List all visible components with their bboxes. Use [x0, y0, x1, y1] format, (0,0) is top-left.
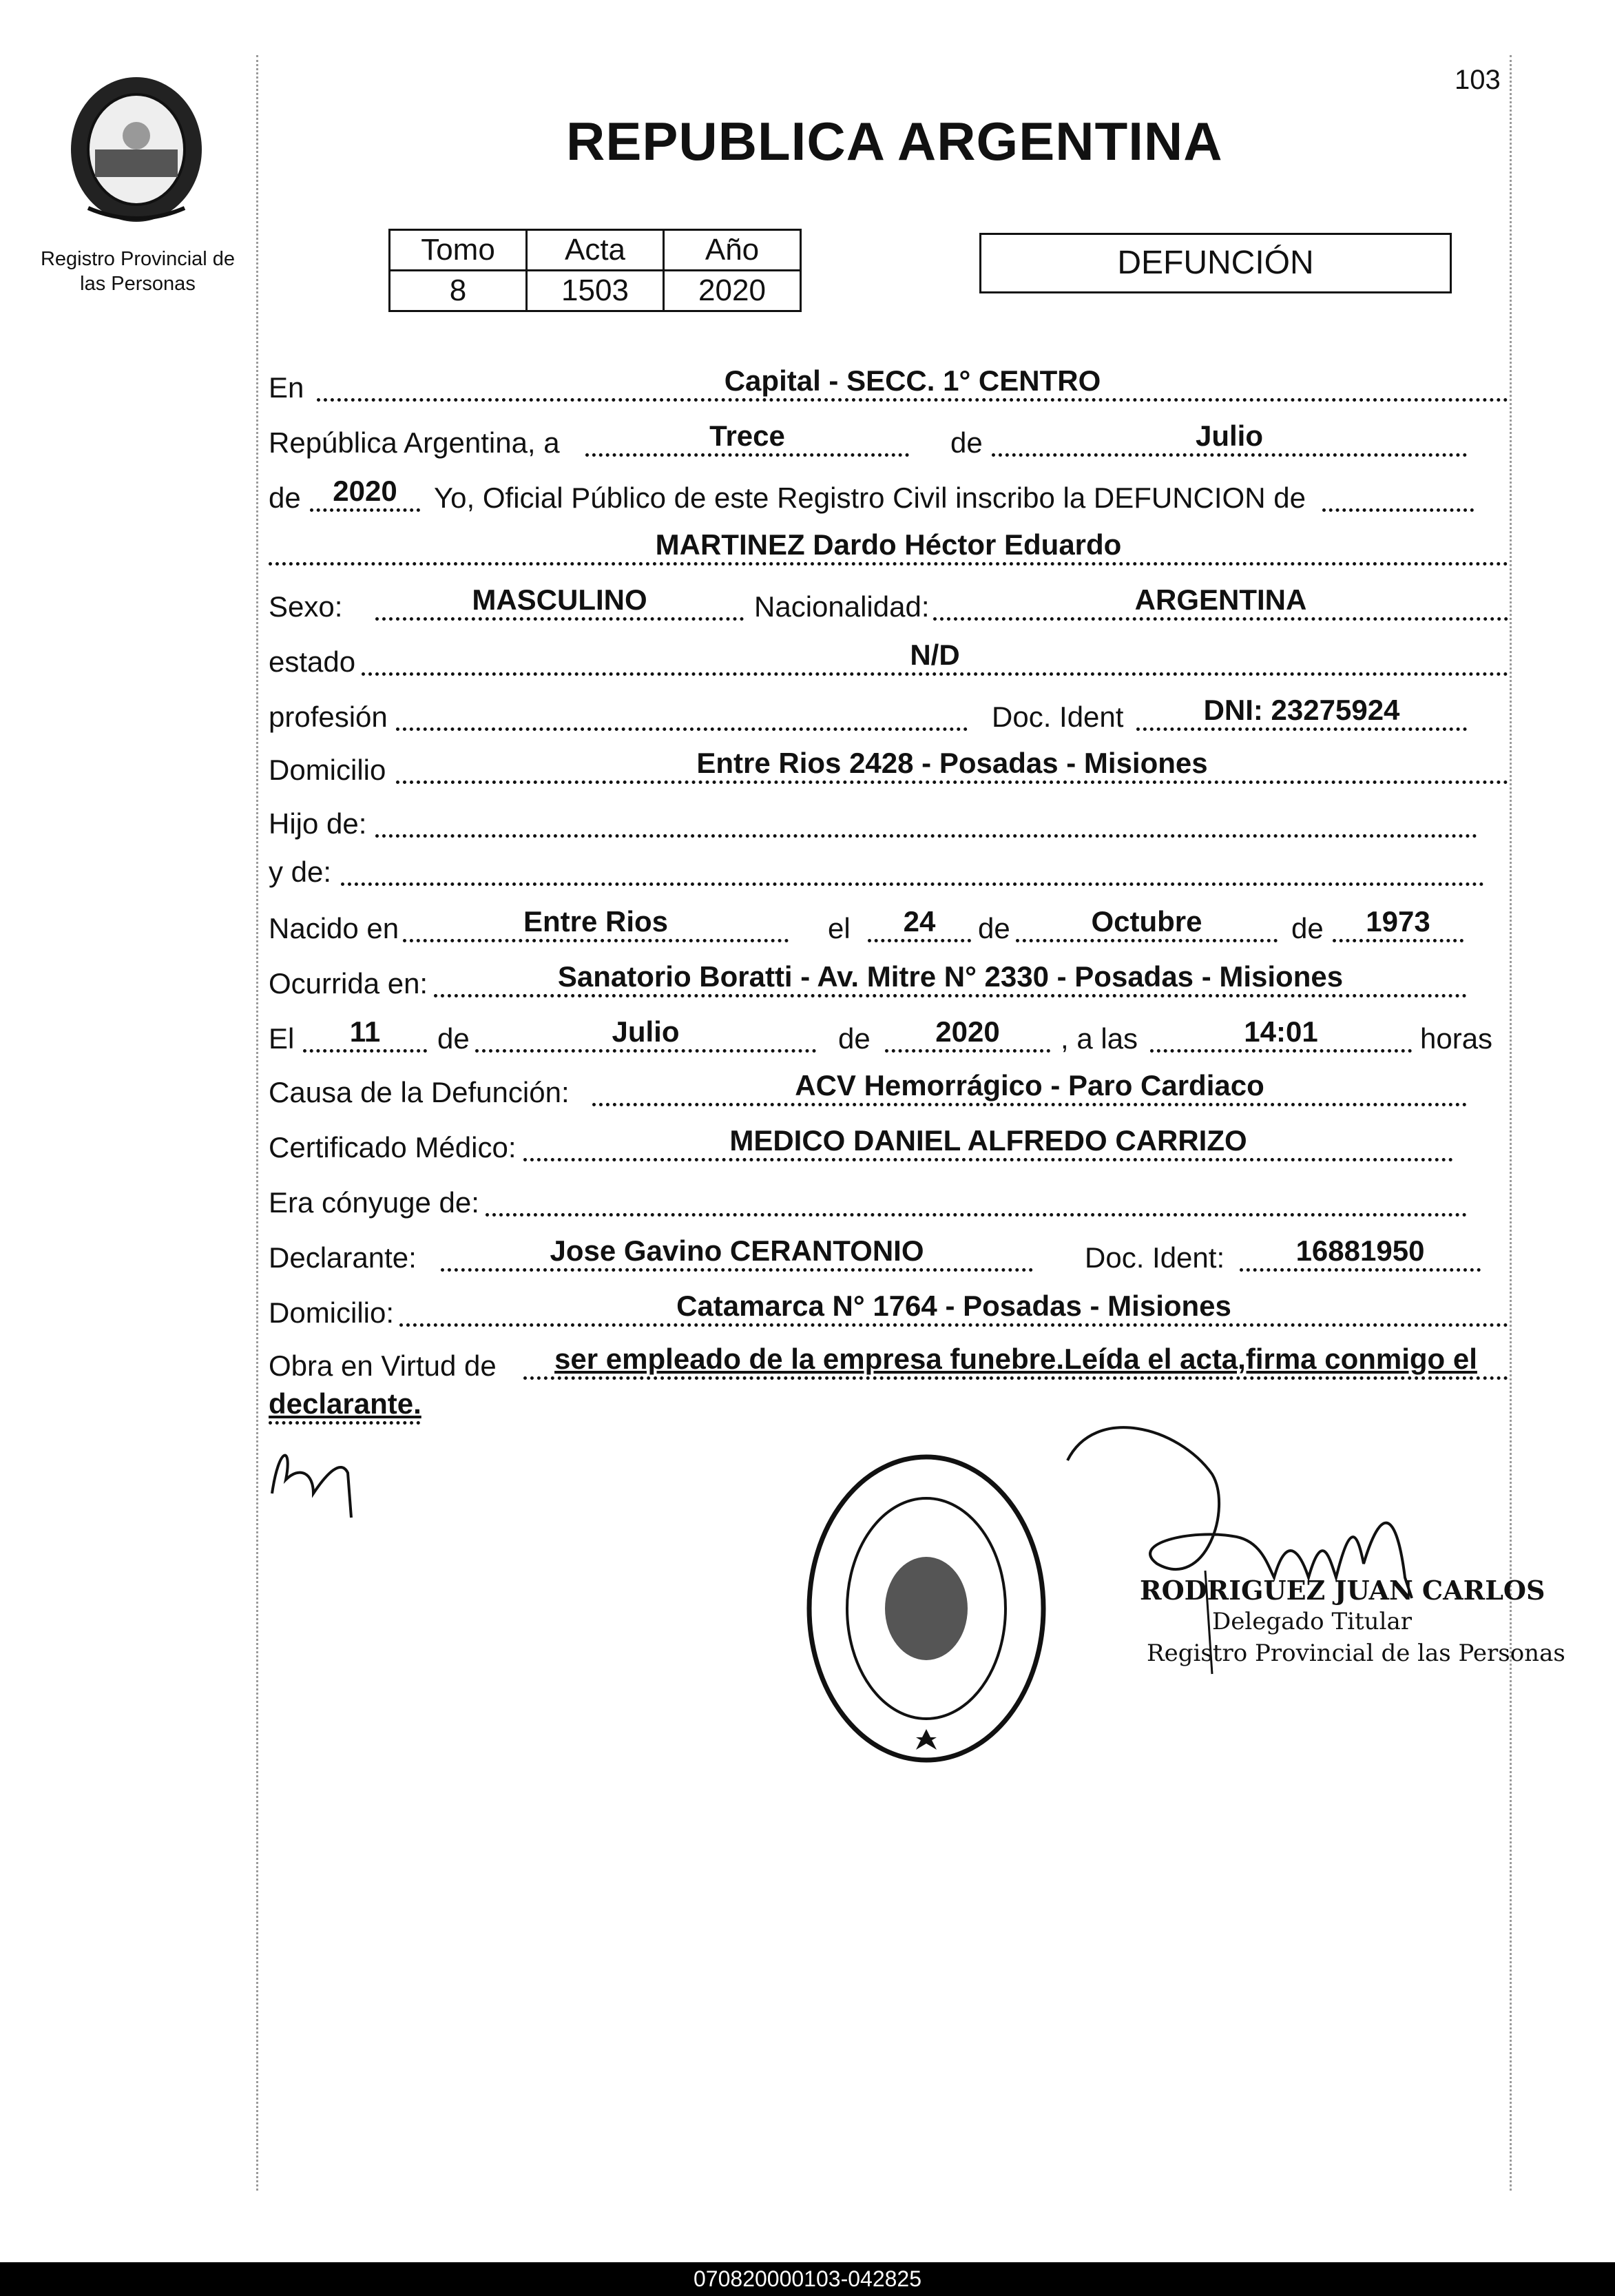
nacionalidad-label: Nacionalidad: — [754, 590, 930, 623]
de-label-birth-1: de — [978, 912, 1010, 944]
de-label: de — [950, 426, 983, 459]
value-anio: 2020 — [664, 271, 801, 311]
row-profession — [269, 691, 1508, 739]
year-field: 2020 — [310, 474, 420, 512]
declarante-label: Declarante: — [269, 1241, 417, 1274]
right-margin-line — [1510, 55, 1512, 2191]
obra-line-1: ser empleado de la empresa funebre.Leída el acta,firma conmigo el — [523, 1342, 1508, 1380]
birth-month-field: Octubre — [1016, 904, 1278, 942]
a-las-label: , a las — [1061, 1022, 1138, 1055]
document-title: REPUBLICA ARGENTINA — [566, 111, 1223, 172]
left-margin-line — [256, 55, 258, 2191]
obra-line-2: declarante. — [269, 1387, 420, 1425]
handwritten-initials — [265, 1431, 382, 1521]
province-coat-of-arms-logo — [61, 70, 212, 229]
row-declarant — [269, 1232, 1508, 1280]
horas-label: horas — [1420, 1022, 1493, 1055]
domicilio-field: Entre Rios 2428 - Posadas - Misiones — [396, 746, 1508, 784]
row-declarant-address — [269, 1287, 1508, 1335]
row-birth — [269, 902, 1508, 951]
organization-line-2: las Personas — [80, 273, 196, 295]
domicilio-label: Domicilio — [269, 754, 386, 786]
en-label: En — [269, 371, 304, 404]
estado-field: N/D — [362, 638, 1508, 676]
document-footer-code: 070820000103-042825 — [0, 2262, 1615, 2296]
organization-line-1: Registro Provincial de — [40, 248, 236, 270]
official-seal-stamp — [799, 1447, 1054, 1770]
signatory-organization: Registro Provincial de las Personas — [1147, 1640, 1565, 1667]
hijo-label: Hijo de: — [269, 807, 367, 840]
doc-ident-label: Doc. Ident — [992, 701, 1124, 733]
header-anio: Año — [664, 230, 801, 271]
row-hijo — [269, 798, 1508, 846]
death-year-field: 2020 — [885, 1015, 1050, 1053]
row-obra — [269, 1340, 1508, 1388]
row-domicilio — [269, 744, 1508, 792]
row-place — [269, 362, 1508, 410]
ocurrida-label: Ocurrida en: — [269, 967, 428, 1000]
signatory-role: Delegado Titular — [1212, 1608, 1412, 1635]
de-label-death-2: de — [838, 1022, 871, 1055]
decl-doc-label: Doc. Ident: — [1085, 1241, 1225, 1274]
value-tomo: 8 — [390, 271, 527, 311]
causa-field: ACV Hemorrágico - Paro Cardiaco — [592, 1068, 1467, 1106]
doc-ident-field: DNI: 23275924 — [1136, 693, 1467, 731]
row-spouse — [269, 1177, 1508, 1225]
nacido-en-field: Entre Rios — [403, 904, 789, 942]
row-certificate — [269, 1121, 1508, 1170]
estado-label: estado — [269, 645, 356, 678]
decl-domicilio-field: Catamarca N° 1764 - Posadas - Misiones — [399, 1289, 1508, 1327]
sexo-label: Sexo: — [269, 590, 343, 623]
place-field: Capital - SECC. 1° CENTRO — [317, 364, 1508, 402]
row-statement — [269, 472, 1508, 520]
value-acta: 1503 — [527, 271, 664, 311]
row-sex-nationality — [269, 581, 1508, 629]
deceased-name-field: MARTINEZ Dardo Héctor Eduardo — [269, 528, 1508, 566]
page-number: 103 — [1455, 65, 1501, 95]
row-occurred — [269, 958, 1508, 1006]
de-label-death-1: de — [437, 1022, 470, 1055]
death-time-field: 14:01 — [1150, 1015, 1412, 1053]
row-cause — [269, 1066, 1508, 1115]
birth-day-field: 24 — [868, 904, 971, 942]
certificado-field: MEDICO DANIEL ALFREDO CARRIZO — [523, 1124, 1453, 1161]
decl-doc-field: 16881950 — [1240, 1234, 1481, 1272]
ocurrida-en-field: Sanatorio Boratti - Av. Mitre N° 2330 - Posadas - Misiones — [434, 960, 1467, 997]
obra-label: Obra en Virtud de — [269, 1349, 497, 1382]
month-field: Julio — [992, 419, 1467, 457]
de-label-2: de — [269, 482, 301, 514]
row-estado — [269, 636, 1508, 684]
signatory-name: RODRIGUEZ JUAN CARLOS — [1140, 1575, 1545, 1606]
el-label: el — [828, 912, 851, 944]
row-deceased-name — [269, 526, 1508, 574]
causa-label: Causa de la Defunción: — [269, 1076, 570, 1108]
de-label-birth-2: de — [1291, 912, 1324, 944]
death-day-field: 11 — [303, 1015, 427, 1053]
republica-label: República Argentina, a — [269, 426, 560, 459]
nacido-label: Nacido en — [269, 912, 399, 944]
statement-text: Yo, Oficial Público de este Registro Civil inscribo la DEFUNCION de — [434, 482, 1306, 514]
header-tomo: Tomo — [390, 230, 527, 271]
yde-label: y de: — [269, 856, 332, 888]
nacionalidad-field: ARGENTINA — [933, 583, 1508, 621]
record-type-box: DEFUNCIÓN — [979, 233, 1452, 293]
statement-trailing-field — [1322, 474, 1474, 512]
declarante-field: Jose Gavino CERANTONIO — [441, 1234, 1033, 1272]
row-date — [269, 417, 1508, 465]
el-cap-label: El — [269, 1022, 295, 1055]
hijo-field — [375, 800, 1477, 838]
conyuge-label: Era cónyuge de: — [269, 1186, 479, 1219]
organization-name — [28, 247, 248, 296]
profesion-field — [396, 693, 968, 731]
row-yde — [269, 846, 1508, 894]
yde-field — [341, 848, 1484, 886]
profesion-label: profesión — [269, 701, 388, 733]
sexo-field: MASCULINO — [375, 583, 744, 621]
birth-year-field: 1973 — [1333, 904, 1463, 942]
decl-domicilio-label: Domicilio: — [269, 1296, 395, 1329]
conyuge-field — [486, 1179, 1467, 1217]
row-death-date — [269, 1013, 1508, 1061]
header-acta: Acta — [527, 230, 664, 271]
record-reference-table — [388, 229, 802, 312]
day-words-field: Trece — [585, 419, 909, 457]
certificado-label: Certificado Médico: — [269, 1131, 517, 1163]
death-month-field: Julio — [475, 1015, 816, 1053]
